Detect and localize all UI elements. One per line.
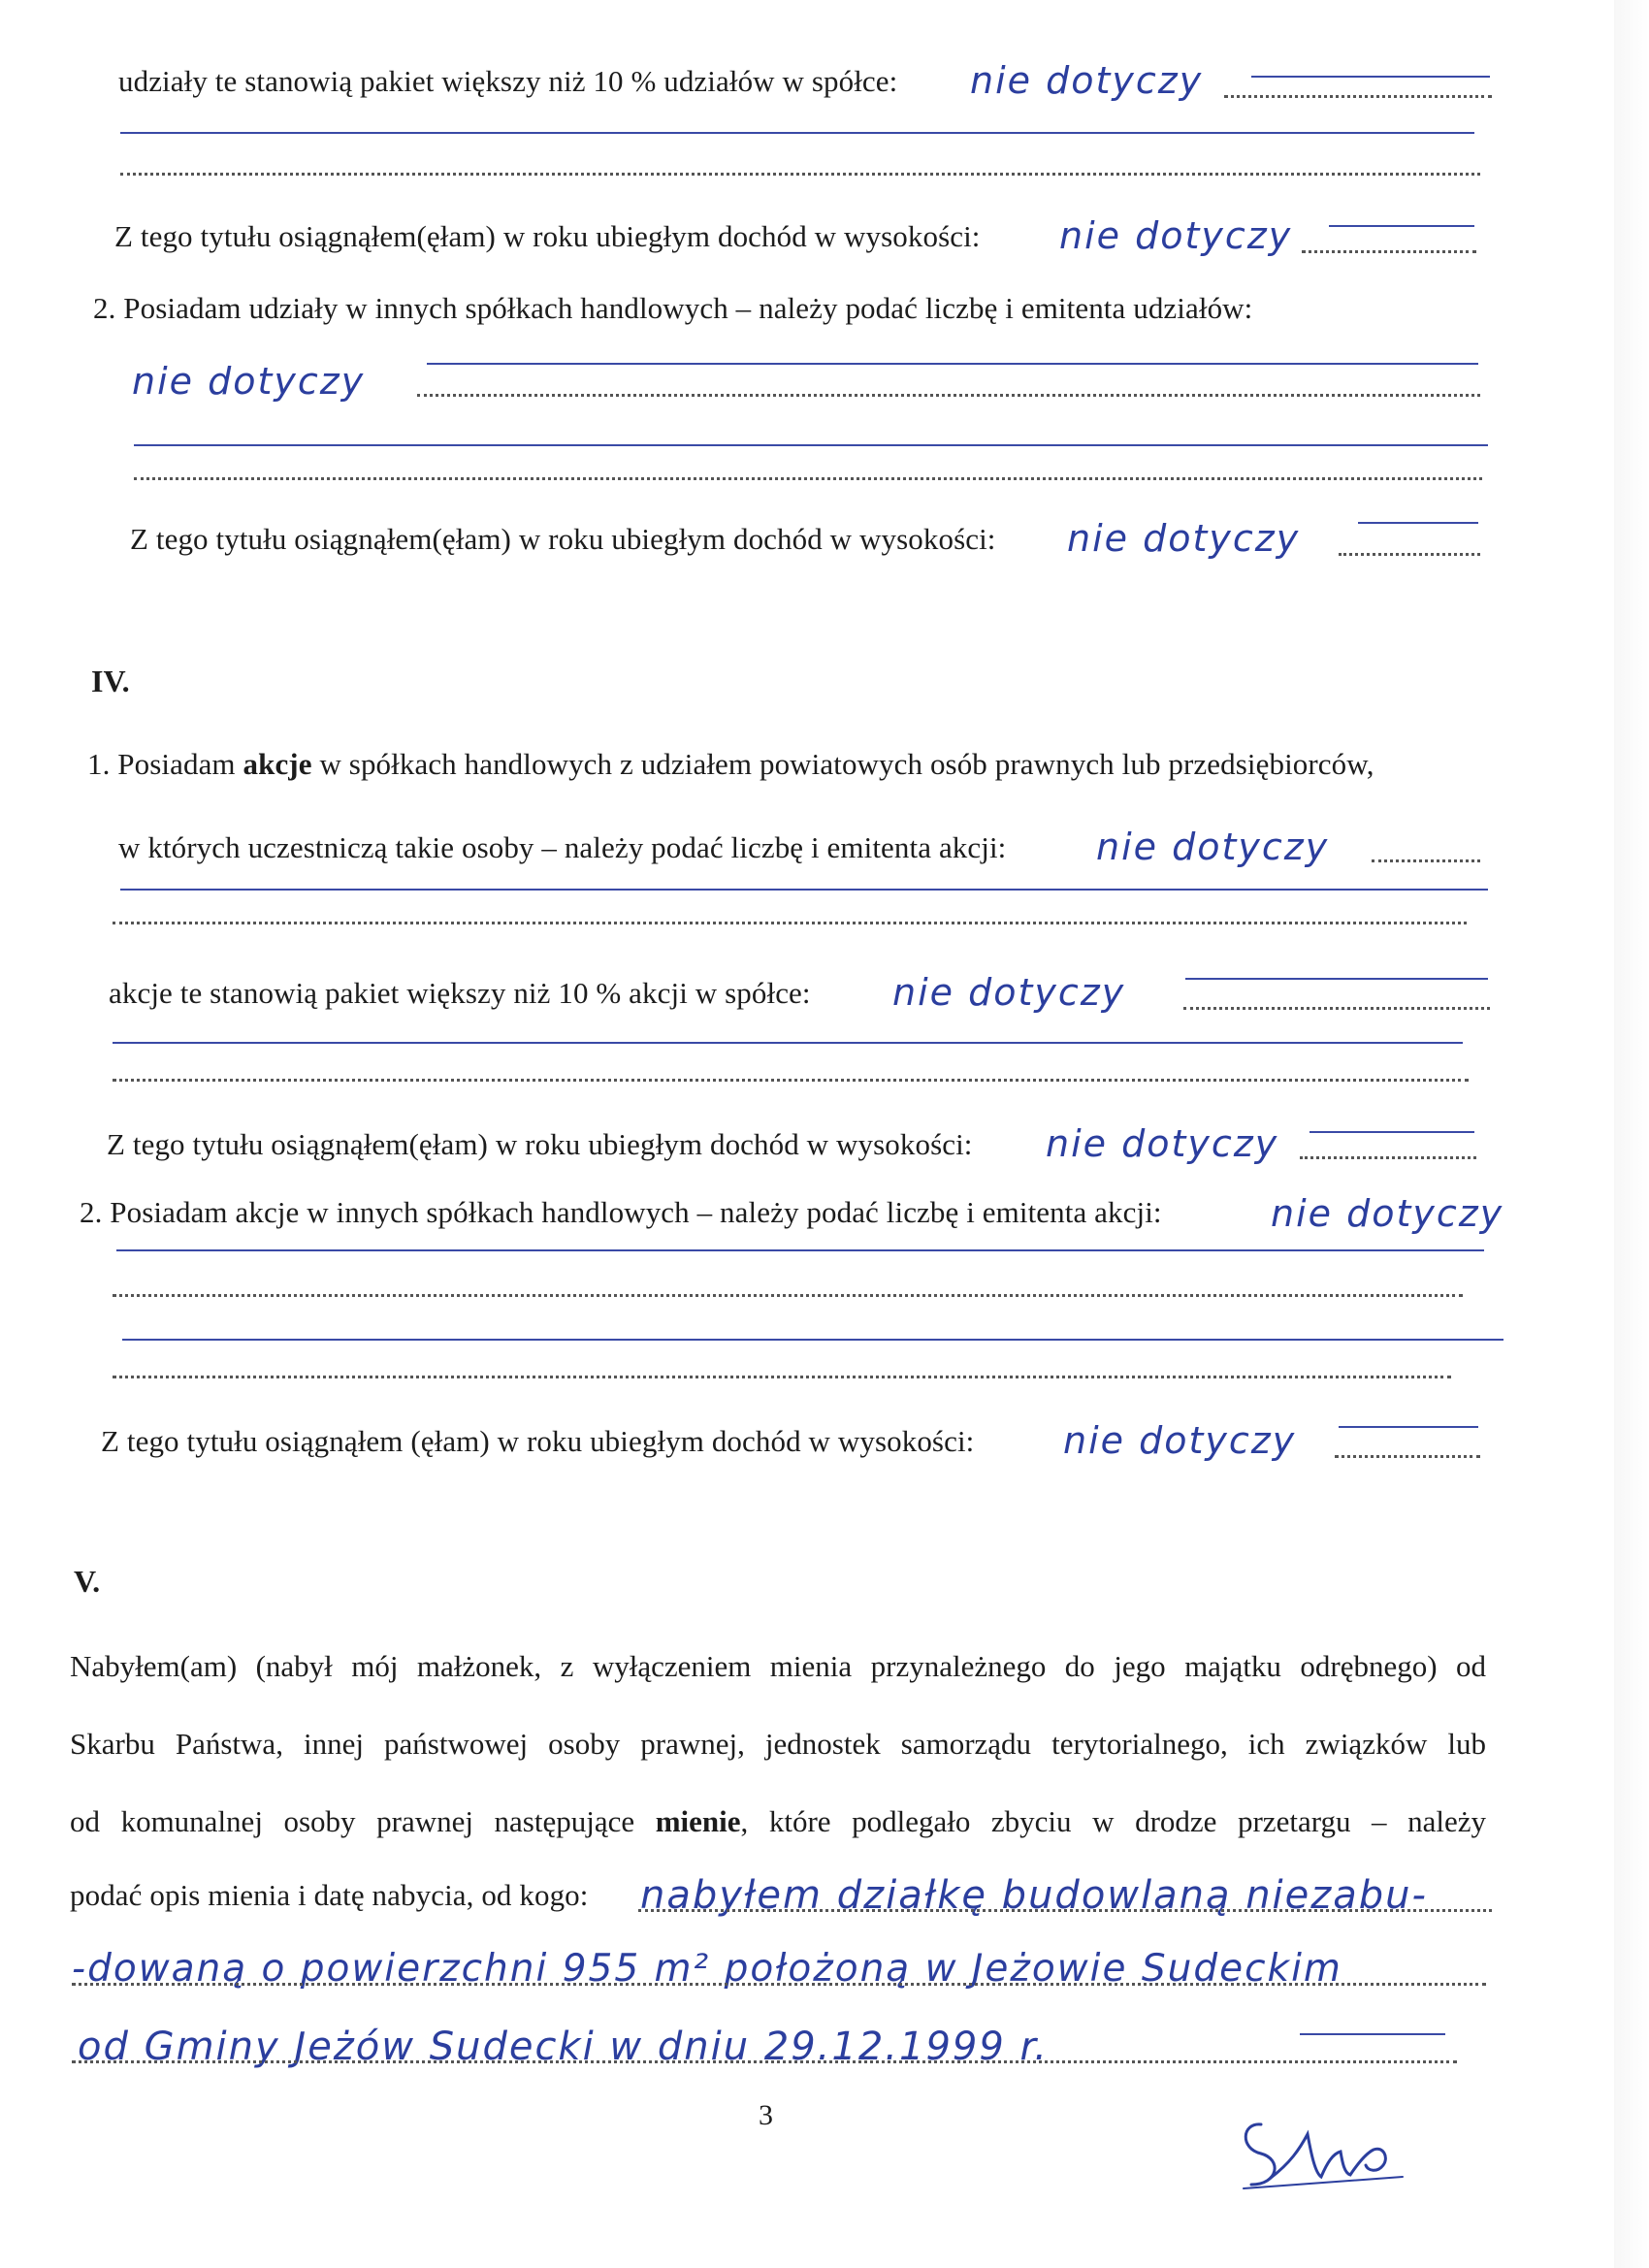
- dotted-line: [1300, 1156, 1476, 1159]
- section4-income2-answer: nie dotyczy: [1063, 1419, 1297, 1462]
- signature-mark: [1232, 2095, 1416, 2202]
- section4-item2-answer: nie dotyczy: [1271, 1192, 1504, 1235]
- section4-item1-pre: 1. Posiadam: [87, 747, 243, 781]
- dotted-line: [113, 1376, 1451, 1378]
- section4-item1-bold: akcje: [242, 747, 312, 781]
- pen-line: [1339, 1426, 1478, 1428]
- section5-line3-bold: mienie: [655, 1804, 741, 1838]
- section5-line3-post: , które podlegało zbyciu w drodze przetargu – należy: [740, 1804, 1486, 1838]
- section5-line1: Nabyłem(am) (nabył mój małżonek, z wyłączeniem mienia przynależnego do jego majątku odrębnego) od: [70, 1649, 1486, 1683]
- page-edge: [1614, 0, 1649, 2268]
- pen-line: [1251, 76, 1490, 78]
- pen-line: [116, 1249, 1484, 1251]
- section5-answer-line2: -dowaną o powierzchni 955 m² położoną w Jeżowie Sudeckim: [72, 1947, 1342, 1991]
- pen-line: [1358, 522, 1478, 524]
- pen-line: [113, 1042, 1463, 1044]
- dotted-line: [638, 1909, 1492, 1912]
- dotted-line: [113, 1079, 1469, 1082]
- section4-income2-label: Z tego tytułu osiągnąłem (ęłam) w roku ubiegłym dochód w wysokości:: [101, 1424, 975, 1458]
- pen-line: [134, 444, 1488, 446]
- dotted-line: [72, 2060, 1457, 2063]
- pen-line: [1185, 978, 1488, 980]
- section3-item2-label: 2. Posiadam udziały w innych spółkach handlowych – należy podać liczbę i emitenta udziałów:: [93, 291, 1253, 325]
- dotted-line: [120, 173, 1480, 176]
- dotted-line: [1372, 859, 1480, 862]
- section4-income1-answer: nie dotyczy: [1046, 1122, 1279, 1165]
- section4-item1-line1: [87, 749, 1374, 779]
- section3-item2-answer: nie dotyczy: [132, 360, 366, 403]
- dotted-line: [72, 1983, 1486, 1986]
- pen-line: [120, 889, 1488, 891]
- pen-line: [120, 132, 1474, 134]
- pen-line: [1310, 1131, 1474, 1133]
- dotted-line: [1183, 1007, 1490, 1010]
- section4-shares-10pct-answer: nie dotyczy: [892, 971, 1126, 1014]
- pen-line: [122, 1339, 1504, 1341]
- pen-line: [1300, 2033, 1445, 2035]
- section4-income1-label: Z tego tytułu osiągnąłem(ęłam) w roku ubiegłym dochód w wysokości:: [107, 1127, 973, 1161]
- section5-heading: V.: [74, 1564, 101, 1599]
- section4-heading: IV.: [91, 664, 130, 698]
- section5-line2: Skarbu Państwa, innej państwowej osoby prawnej, jednostek samorządu terytorialnego, ich związków lub: [70, 1727, 1486, 1761]
- section3-income2-label: Z tego tytułu osiągnąłem(ęłam) w roku ubiegłym dochód w wysokości:: [130, 522, 996, 556]
- dotted-line: [1335, 1455, 1480, 1458]
- page-number: 3: [759, 2099, 773, 2131]
- dotted-line: [417, 394, 1480, 397]
- section3-income2-answer: nie dotyczy: [1067, 517, 1301, 560]
- section3-shares-10pct-answer: nie dotyczy: [970, 59, 1204, 102]
- section5-answer-line1: nabyłem działkę budowlaną niezabu-: [640, 1873, 1428, 1918]
- section5-line4-label: podać opis mienia i datę nabycia, od kogo:: [70, 1878, 589, 1912]
- pen-line: [427, 363, 1478, 365]
- dotted-line: [1302, 250, 1476, 253]
- section3-shares-10pct-label: udziały te stanowią pakiet większy niż 10 % udziałów w spółce:: [118, 64, 898, 98]
- section3-income1-answer: nie dotyczy: [1059, 214, 1293, 257]
- section4-item1-answer: nie dotyczy: [1096, 826, 1330, 868]
- dotted-line: [1339, 553, 1480, 556]
- dotted-line: [113, 922, 1467, 924]
- section4-shares-10pct-label: akcje te stanowią pakiet większy niż 10 % akcji w spółce:: [109, 976, 811, 1010]
- section3-income1-label: Z tego tytułu osiągnąłem(ęłam) w roku ubiegłym dochód w wysokości:: [114, 219, 981, 253]
- dotted-line: [113, 1294, 1463, 1297]
- signature: [1232, 2095, 1416, 2202]
- dotted-line: [1224, 95, 1492, 98]
- section5-line3-pre: od komunalnej osoby prawnej następujące: [70, 1804, 656, 1838]
- pen-line: [1329, 225, 1474, 227]
- section4-item2-label: 2. Posiadam akcje w innych spółkach handlowych – należy podać liczbę i emitenta akcji:: [80, 1195, 1162, 1229]
- section4-item1-line2: w których uczestniczą takie osoby – należy podać liczbę i emitenta akcji:: [118, 830, 1007, 864]
- section5-line3: [70, 1806, 1486, 1836]
- section5-answer-line3: od Gminy Jeżów Sudecki w dniu 29.12.1999 r.: [78, 2025, 1049, 2069]
- dotted-line: [134, 477, 1482, 480]
- section4-item1-post: w spółkach handlowych z udziałem powiatowych osób prawnych lub przedsiębiorców,: [311, 747, 1374, 781]
